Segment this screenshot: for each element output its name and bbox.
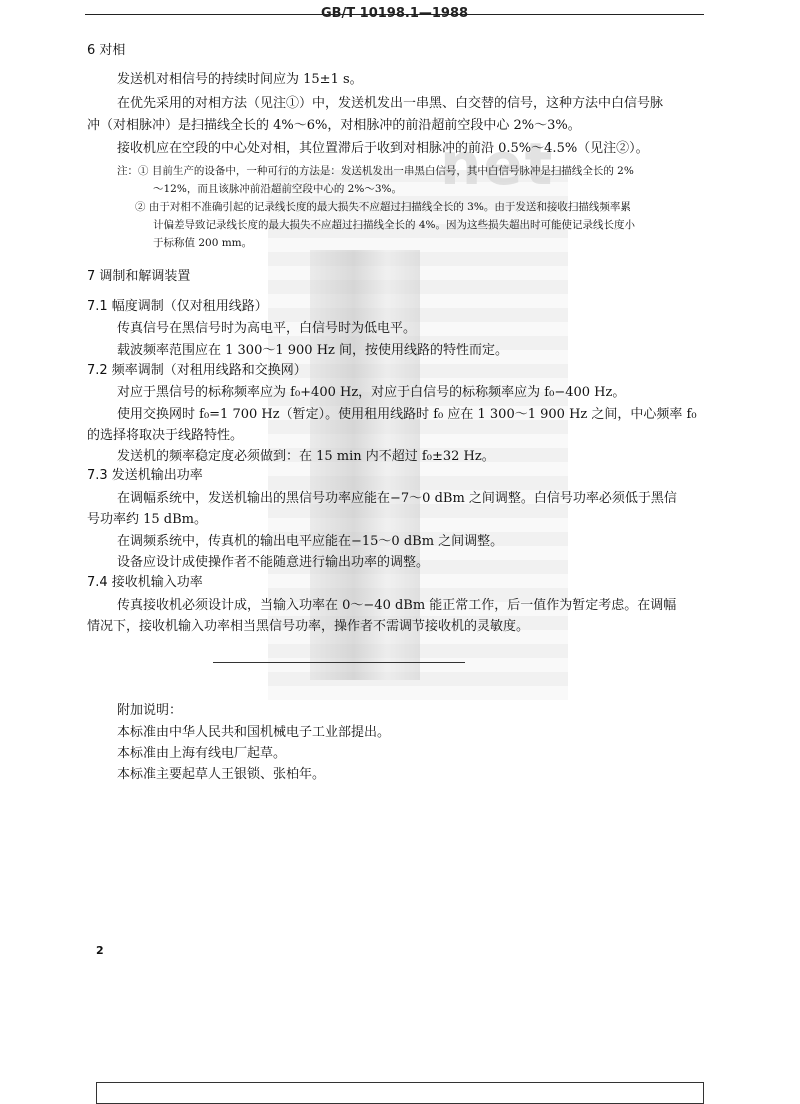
appendix-title: 附加说明：: [117, 703, 183, 718]
clause-7-4-para-1a: 传真接收机必须设计成，当输入功率在 0～−40 dBm 能正常工作，后一值作为暂定考虑。在调幅: [117, 598, 677, 613]
note-2c: 于标称值 200 mm。: [153, 237, 253, 249]
watermark-text: net: [440, 130, 555, 198]
next-page-frame: [96, 1082, 704, 1104]
appendix-line-1: 本标准由中华人民共和国机械电子工业部提出。: [117, 725, 391, 740]
clause-7-3-para-2: 在调频系统中，传真机的输出电平应能在−15～0 dBm 之间调整。: [117, 534, 504, 549]
clause-7-2-para-1: 对应于黑信号的标称频率应为 f₀+400 Hz，对应于白信号的标称频率应为 f₀−400 Hz。: [117, 385, 626, 400]
note-2b: 计偏差导致记录线长度的最大损失不应超过扫描线全长的 4%。因为这些损失超出时可能使记录线长度小: [153, 219, 635, 231]
clause-7-2-title: 7.2 频率调制（对租用线路和交换网）: [87, 363, 307, 378]
sec6-para-2b: 冲（对相脉冲）是扫描线全长的 4%～6%，对相脉冲的前沿超前空段中心 2%～3%。: [87, 118, 581, 133]
clause-7-1-para-2: 载波频率范围应在 1 300～1 900 Hz 间，按使用线路的特性而定。: [117, 343, 509, 358]
note-1b: ～12%，而且该脉冲前沿超前空段中心的 2%～3%。: [153, 183, 402, 195]
section-7-title: 7 调制和解调装置: [87, 269, 191, 284]
clause-7-3-para-1b: 号功率约 15 dBm。: [87, 512, 208, 527]
clause-7-2-para-2a: 使用交换网时 f₀=1 700 Hz（暂定）。使用租用线路时 f₀ 应在 1 300～1 900 Hz 之间，中心频率 f₀: [117, 407, 697, 422]
note-2a: ② 由于对相不准确引起的记录线长度的最大损失不应超过扫描线全长的 3%。由于发送和接收扫描线频率累: [135, 201, 631, 213]
appendix-line-3: 本标准主要起草人王银锁、张柏年。: [117, 767, 326, 782]
page-number: 2: [96, 944, 104, 957]
clause-7-2-para-3: 发送机的频率稳定度必须做到：在 15 min 内不超过 f₀±32 Hz。: [117, 449, 495, 464]
clause-7-3-title: 7.3 发送机输出功率: [87, 468, 203, 483]
appendix-line-2: 本标准由上海有线电厂起草。: [117, 746, 287, 761]
section-6-title: 6 对相: [87, 43, 126, 58]
note-1a: 注：① 目前生产的设备中，一种可行的方法是：发送机发出一串黑白信号，其中白信号脉冲是扫描线全长的 2%: [117, 165, 634, 177]
clause-7-3-para-1a: 在调幅系统中，发送机输出的黑信号功率应能在−7～0 dBm 之间调整。白信号功率必须低于黑信: [117, 491, 677, 506]
clause-7-1-title: 7.1 幅度调制（仅对租用线路）: [87, 299, 268, 314]
clause-7-1-para-1: 传真信号在黑信号时为高电平，白信号时为低电平。: [117, 321, 417, 336]
clause-7-3-para-3: 设备应设计成使操作者不能随意进行输出功率的调整。: [117, 555, 430, 570]
header-rule: [85, 6, 704, 21]
clause-7-2-para-2b: 的选择将取决于线路特性。: [87, 428, 244, 443]
standard-code: GB/T 10198.1—1988: [320, 6, 469, 21]
sec6-para-3: 接收机应在空段的中心处对相，其位置滞后于收到对相脉冲的前沿 0.5%～4.5%（见注②）。: [117, 141, 649, 156]
clause-7-4-para-1b: 情况下，接收机输入功率相当黑信号功率，操作者不需调节接收机的灵敏度。: [87, 619, 530, 634]
clause-7-4-title: 7.4 接收机输入功率: [87, 575, 203, 590]
sec6-para-2a: 在优先采用的对相方法（见注①）中，发送机发出一串黑、白交替的信号，这种方法中白信号脉: [117, 96, 664, 111]
end-separator: [213, 662, 465, 663]
sec6-para-1: 发送机对相信号的持续时间应为 15±1 s。: [117, 72, 363, 87]
